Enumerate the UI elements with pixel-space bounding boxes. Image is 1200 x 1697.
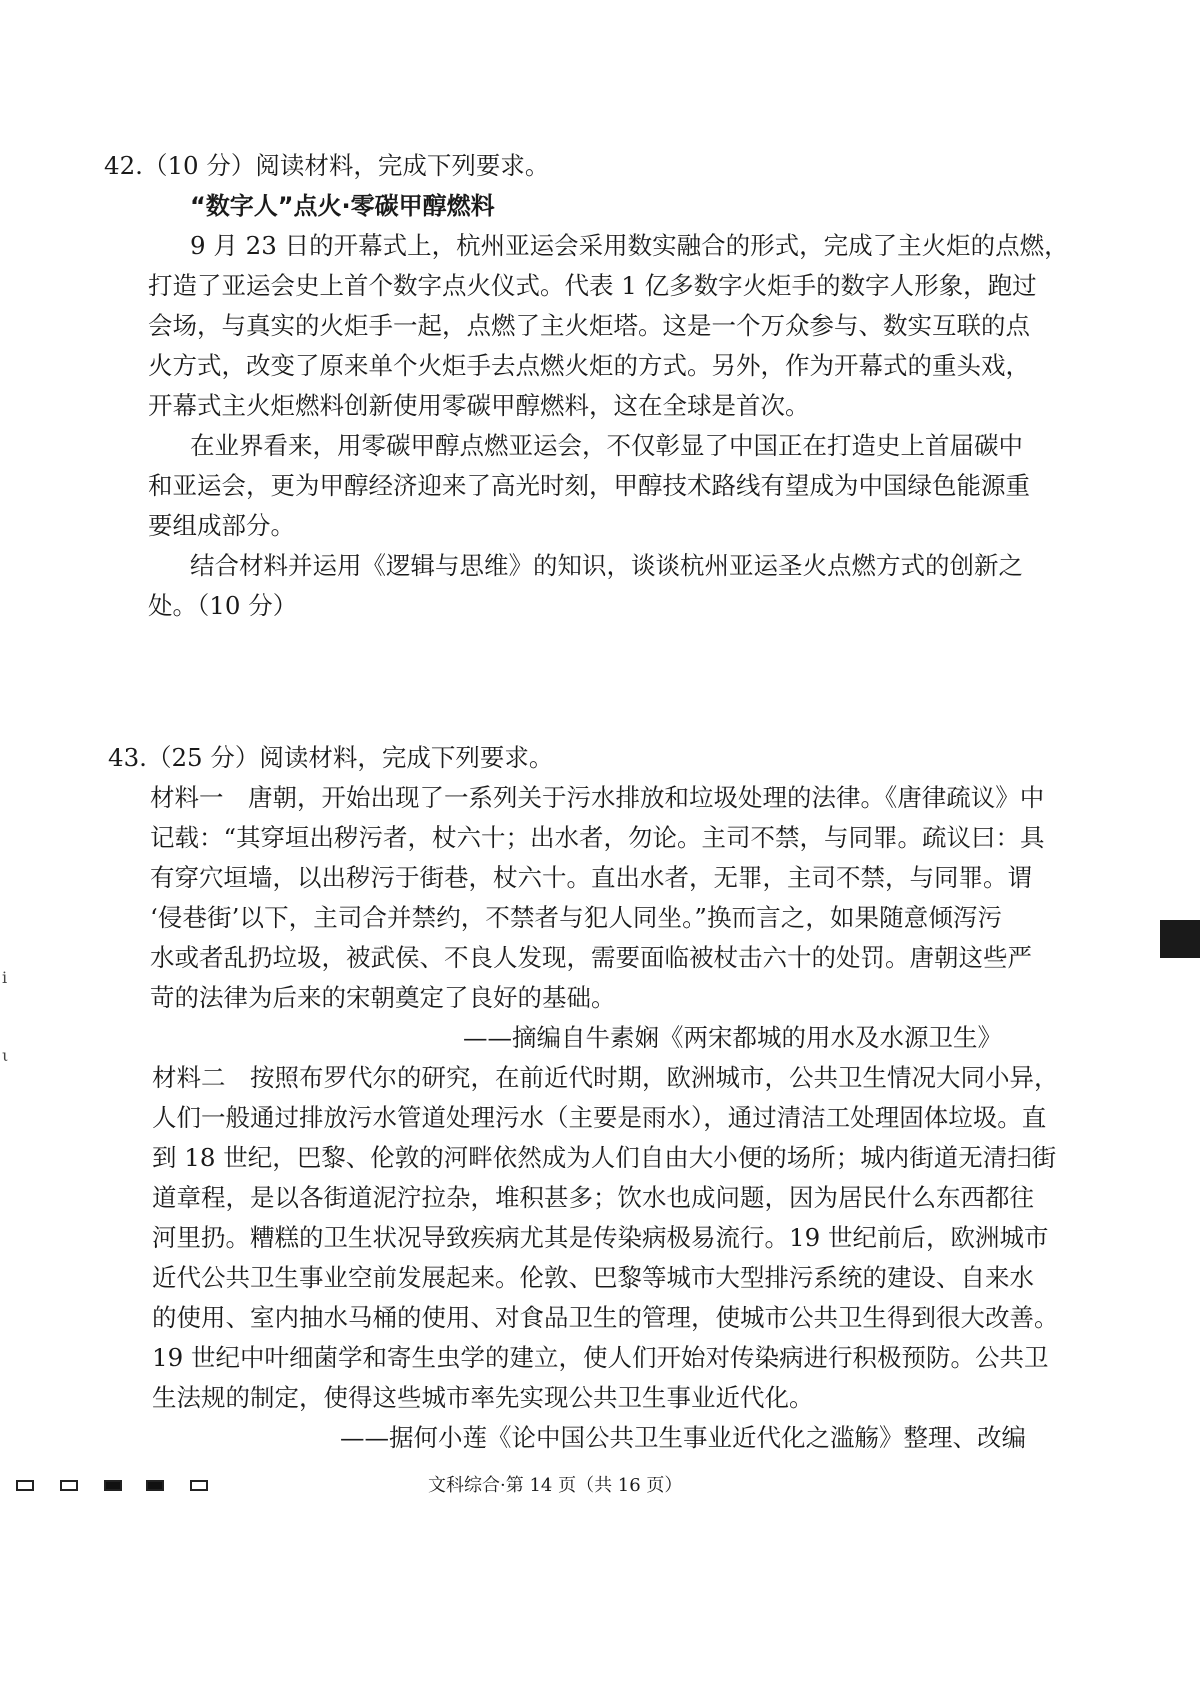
q43-material1-line: 水或者乱扔垃圾，被武侯、不良人发现，需要面临被杖击六十的处罚。唐朝这些严 xyxy=(150,943,1032,972)
q42-line: 会场，与真实的火炬手一起，点燃了主火炬塔。这是一个万众参与、数实互联的点 xyxy=(148,311,1030,340)
q43-material1-line: 苛的法律为后来的宋朝奠定了良好的基础。 xyxy=(150,983,616,1012)
page-footer: 文科综合·第 14 页（共 16 页） xyxy=(428,1475,683,1496)
q43-material1-line: 材料一 唐朝，开始出现了一系列关于污水排放和垃圾处理的法律。《唐律疏议》中 xyxy=(150,783,1045,812)
page-marker-square xyxy=(16,1480,34,1491)
q42-line: 在业界看来，用零碳甲醇点燃亚运会，不仅彰显了中国正在打造史上首届碳中 xyxy=(190,431,1023,460)
q43-heading: 43.（25 分）阅读材料，完成下列要求。 xyxy=(108,743,554,772)
page-marker-square-filled xyxy=(104,1480,122,1491)
q43-material2-line: 道章程，是以各街道泥泞拉杂，堆积甚多；饮水也成问题，因为居民什么东西都往 xyxy=(152,1183,1034,1212)
q42-prompt-line: 处。（10 分） xyxy=(148,591,298,620)
page-marker-square xyxy=(190,1480,208,1491)
q42-heading: 42.（10 分）阅读材料，完成下列要求。 xyxy=(104,151,550,180)
q43-material1-line: ‘侵巷街’以下，主司合并禁约，不禁者与犯人同坐。”换而言之，如果随意倾泻污 xyxy=(150,903,1002,932)
q43-material2-line: 19 世纪中叶细菌学和寄生虫学的建立，使人们开始对传染病进行积极预防。公共卫 xyxy=(152,1343,1049,1372)
edge-scan-mark xyxy=(1160,920,1200,958)
page-marker-square-filled xyxy=(146,1480,164,1491)
q43-material1-line: 有穿穴垣墙，以出秽污于街巷，杖六十。直出水者，无罪，主司不禁，与同罪。谓 xyxy=(150,863,1032,892)
q42-line: 开幕式主火炬燃料创新使用零碳甲醇燃料，这在全球是首次。 xyxy=(148,391,810,420)
q43-material2-line: 到 18 世纪，巴黎、伦敦的河畔依然成为人们自由大小便的场所；城内街道无清扫街 xyxy=(152,1143,1057,1172)
margin-mark: i xyxy=(2,968,8,987)
page-marker-square xyxy=(60,1480,78,1491)
q42-line: 打造了亚运会史上首个数字点火仪式。代表 1 亿多数字火炬手的数字人形象，跑过 xyxy=(148,271,1037,300)
q42-line: 9 月 23 日的开幕式上，杭州亚运会采用数实融合的形式，完成了主火炬的点燃， xyxy=(190,231,1069,260)
q42-line: 和亚运会，更为甲醇经济迎来了高光时刻，甲醇技术路线有望成为中国绿色能源重 xyxy=(148,471,1030,500)
q43-material1-source: ——摘编自牛素娴《两宋都城的用水及水源卫生》 xyxy=(463,1023,1002,1052)
q43-material2-line: 生法规的制定，使得这些城市率先实现公共卫生事业近代化。 xyxy=(152,1383,814,1412)
q42-line: 要组成部分。 xyxy=(148,511,295,540)
q43-material2-line: 材料二 按照布罗代尔的研究，在前近代时期，欧洲城市，公共卫生情况大同小异， xyxy=(152,1063,1059,1092)
q43-material2-line: 近代公共卫生事业空前发展起来。伦敦、巴黎等城市大型排污系统的建设、自来水 xyxy=(152,1263,1034,1292)
q43-material2-line: 的使用、室内抽水马桶的使用、对食品卫生的管理，使城市公共卫生得到很大改善。 xyxy=(152,1303,1059,1332)
q43-material1-line: 记载：“其穿垣出秽污者，杖六十；出水者，勿论。主司不禁，与同罪。疏议曰：具 xyxy=(150,823,1045,852)
q43-material2-source: ——据何小莲《论中国公共卫生事业近代化之滥觞》整理、改编 xyxy=(340,1423,1026,1452)
q42-line: 火方式，改变了原来单个火炬手去点燃火炬的方式。另外，作为开幕式的重头戏， xyxy=(148,351,1030,380)
q42-prompt-line: 结合材料并运用《逻辑与思维》的知识，谈谈杭州亚运圣火点燃方式的创新之 xyxy=(190,551,1023,580)
q43-material2-line: 人们一般通过排放污水管道处理污水（主要是雨水），通过清洁工处理固体垃圾。直 xyxy=(152,1103,1047,1132)
q43-material2-line: 河里扔。糟糕的卫生状况导致疾病尤其是传染病极易流行。19 世纪前后，欧洲城市 xyxy=(152,1223,1049,1252)
margin-mark: ι xyxy=(2,1046,9,1065)
q42-title: “数字人”点火·零碳甲醇燃料 xyxy=(190,192,495,220)
